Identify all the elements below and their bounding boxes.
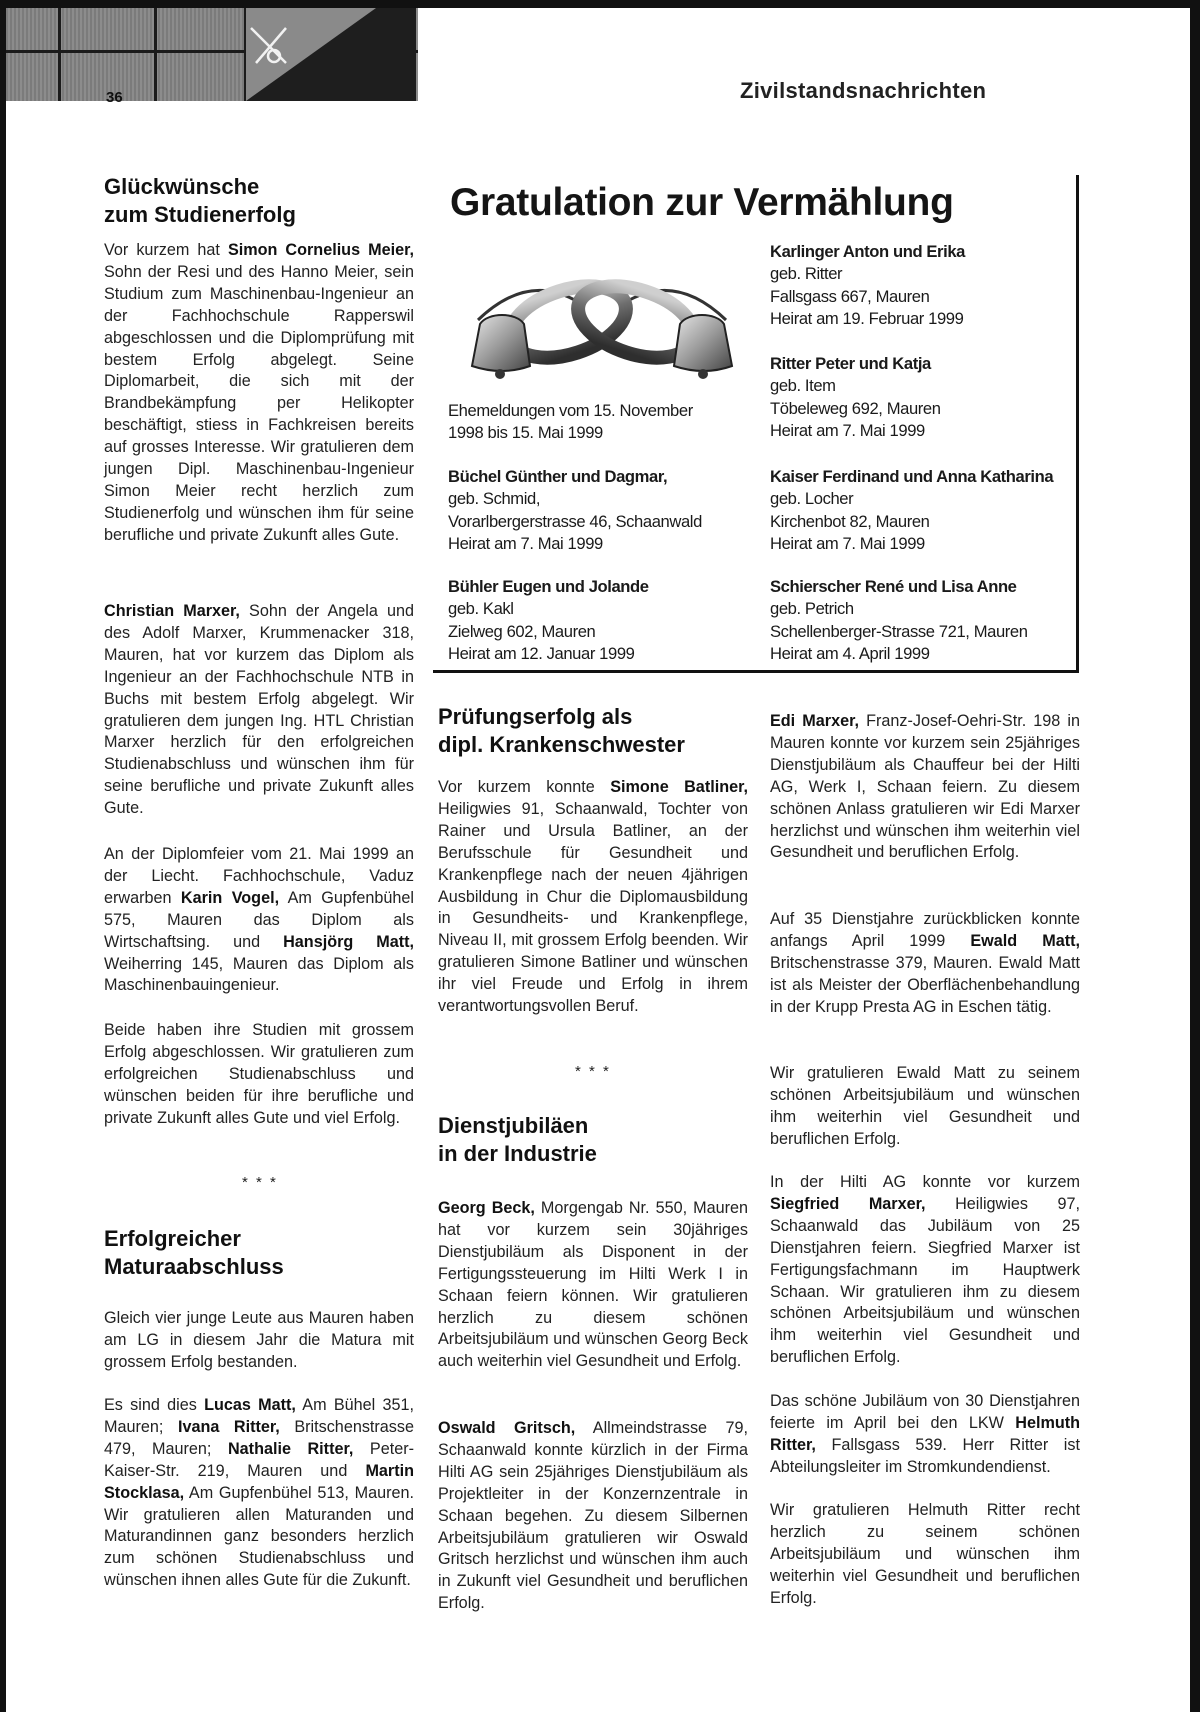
paragraph-helmuth-ritter [770,1391,1080,1479]
scan-edge-left [0,0,6,1712]
paragraph-matura-intro: Gleich vier junge Leute aus Mauren haben am LG in diesem Jahr die Matura mit grossem Erfolg bestanden. [104,1309,414,1371]
heading-studienerfolg: Glückwünsche zum Studienerfolg [104,174,296,227]
wedding-entry-buehler: Bühler Eugen und Jolande geb. Kakl Zielweg 602, Mauren Heirat am 12. Januar 1999 [448,577,649,663]
text-segment: Peter-Kaiser-Str. 219, Mauren und [104,1439,414,1480]
paragraph-edi-marxer [770,711,1080,864]
text-segment: Sohn der Resi und des Hanno Meier, sein Studium zum Maschinenbau-Ingenieur an der Fachhochschule Rapperswil abgeschlossen und die Diplomprüfung mit bestem Erfolg abgelegt. Seine Diplomarbeit, die sich mit der Brandbekämpfung per Helikopter beschäftigt, stiess in Fachkreisen bereits auf grosses Interesse. Wir gratulieren dem jungen Dipl. Maschinenbau-Ingenieur Simon Meier recht herzlich zum Studienerfolg und wünschen ihm für seine berufliche und private Zukunft alles Gute. [104,262,414,544]
text-segment: Heiligwies 97, Schaanwald das Jubiläum von 25 Dienstjahren feiern. Siegfried Marxer ist Fertigungsfachmann im Hauptwerk Schaan. Wir gratulieren ihm zu diesem schönen Arbeitsjubiläum und wünschen ihm weiterhin viel Gesundheit und beruflichen Erfolg. [770,1194,1080,1367]
paragraph-christian-marxer [104,601,414,820]
heading-krankenschwester: Prüfungserfolg als dipl. Krankenschwester [438,704,685,757]
scan-edge-right [1190,0,1200,1712]
person-name: Helmuth Ritter, [770,1413,1080,1454]
paragraph-simone-batliner [438,777,748,1018]
text-segment: Am Gupfenbühel 513, Mauren. Wir gratulieren allen Maturanden und Maturandinnen ganz besonders herzlich zum schönen Studienabschluss und wünschen ihnen alles Gute für die Zukunft. [104,1483,414,1590]
text-segment: In der Hilti AG konnte vor kurzem [770,1173,1080,1191]
paragraph-ewald-matt [770,909,1080,1019]
text-segment: Britschenstrasse 479, Mauren; [104,1417,414,1458]
person-name: Edi Marxer, [770,712,859,730]
wedding-entry-schierscher: Schierscher René und Lisa Anne geb. Petrich Schellenberger-Strasse 721, Mauren Heirat am 4. April 1999 [770,577,1028,663]
text-segment: Vor kurzem hat [104,241,228,259]
person-name: Simone Batliner, [610,778,748,796]
person-name: Oswald Gritsch, [438,1419,576,1437]
text-segment: Heiligwies 91, Schaanwald, Tochter von Rainer und Ursula Batliner, an der Berufsschule für Gesundheit und Krankenpflege nach der neuen 4jährigen Ausbildung in Chur die Diplomausbildung in Gesundheits- und Krankenpflege, Niveau II, mit grossem Erfolg beenden. Wir gratulieren Simone Batliner und wünschen ihr viel Freude und Erfolg in ihrem verantwortungsvollen Beruf. [438,799,748,1016]
text-segment: Fallsgass 539. Herr Ritter ist Abteilungsleiter im Stromkundendienst. [770,1435,1080,1476]
text-segment: Sohn der Angela und des Adolf Marxer, Krummenacker 318, Mauren, hat vor kurzem das Diplom als Ingenieur an der Fachhochschule NTB in Buchs mit bestem Erfolg abgelegt. Wir gratulieren dem jungen Ing. HTL Christian Marxer herzlich für den erfolgreichen Studienabschluss und wünschen ihm für seine berufliche und private Zukunft alles Gute. [104,602,414,818]
header-band [6,8,418,106]
person-name: Georg Beck, [438,1199,535,1217]
person-name: Lucas Matt, [204,1396,296,1414]
paragraph-siegfried-marxer [770,1172,1080,1369]
scan-edge-top [0,0,1200,8]
paragraph-simon-meier [104,240,414,547]
paragraph-maturanden [104,1395,414,1592]
text-segment: Weiherring 145, Mauren das Diplom als Maschinenbauingenieur. [104,954,414,995]
text-segment: Am Gupfenbühel 575, Mauren das Diplom als Wirtschaftsing. und [104,888,415,951]
section-title: Zivilstandsnachrichten [740,78,987,103]
paragraph-georg-beck [438,1198,748,1373]
person-name: Ewald Matt, [970,931,1080,950]
text-segment: Das schöne Jubiläum von 30 Dienstjahren feierte im April bei den LKW [770,1392,1080,1432]
text-segment: Morgengab Nr. 550, Mauren hat vor kurzem sein 30jähriges Dienstjubiläum als Disponent in der Fertigungssteuerung im Hilti Werk I in Schaan feiern können. Wir gratulieren herzlich zu diesem schönen Arbeitsjubiläum und wünschen Georg Beck auch weiterhin viel Gesundheit und Erfolg. [438,1199,748,1371]
text-segment: Britschenstrasse 379, Mauren. Ewald Matt ist als Meister der Oberflächenbehandlung in der Krupp Presta AG in Eschen tätig. [770,953,1080,1016]
person-name: Hansjörg Matt, [283,932,415,951]
person-name: Ivana Ritter, [177,1417,280,1436]
wedding-intro: Ehemeldungen vom 15. November 1998 bis 15. Mai 1999 [448,401,693,443]
wedding-entry-kaiser: Kaiser Ferdinand und Anna Katharina geb. Locher Kirchenbot 82, Mauren Heirat am 7. Mai 1999 [770,467,1054,553]
paragraph-gratulation-ewald: Wir gratulieren Ewald Matt zu seinem schönen Arbeitsjubiläum und wünschen ihm weiterhin viel Gesundheit und beruflichen Erfolg. [770,1064,1080,1148]
text-segment: An der Diplomfeier vom 21. Mai 1999 an der Liecht. Fachhochschule, Vaduz erwarben [104,845,414,907]
paragraph-oswald-gritsch [438,1418,748,1615]
separator-stars-2: * * * [575,1063,611,1080]
person-name: Nathalie Ritter, [227,1439,354,1458]
paragraph-gratulation-helmuth: Wir gratulieren Helmuth Ritter recht herzlich zu seinem schönen Arbeitsjubiläum und wünschen ihm weiterhin viel Gesundheit und beruflichen Erfolg. [770,1501,1080,1607]
text-segment: Auf 35 Dienstjahre zurückblicken konnte anfangs April 1999 [770,910,1080,950]
scissors-icon [246,8,416,101]
text-segment: Allmeindstrasse 79, Schaanwald konnte kürzlich in der Firma Hilti AG sein 25jähriges Dienstjubiläum als Projektleiter in der Konzernzentrale in Schaan begehen. Zu diesem Silbernen Arbeitsjubiläum gratulieren wir Oswald Gritsch herzlichst und wünschen ihm auch in Zukunft viel Gesundheit und beruflichen Erfolg. [438,1419,749,1613]
separator-stars: * * * [242,1174,278,1191]
wedding-title: Gratulation zur Vermählung [450,181,954,224]
text-segment: Franz-Josef-Oehri-Str. 198 in Mauren konnte vor kurzem sein 25jähriges Dienstjubiläum als Chauffeur bei der Hilti AG, Werk I, Schaan feiern. Zu diesem schönen Anlass gratulieren wir Edi Marxer herzlichst und wünschen ihm weiterhin viel Gesundheit und beruflichen Erfolg. [770,712,1081,862]
text-segment: Am Bühel 351, Mauren; [104,1396,414,1436]
wedding-entry-buechel: Büchel Günther und Dagmar, geb. Schmid, Vorarlbergerstrasse 46, Schaanwald Heirat am 7. Mai 1999 [448,467,702,553]
text-segment: Es sind dies [104,1396,205,1414]
wedding-rings-bells-icon [458,262,746,392]
person-name: Christian Marxer, [104,602,240,620]
person-name: Karin Vogel, [180,888,280,907]
text-segment: Vor kurzem konnte [438,778,611,796]
wedding-entry-karlinger: Karlinger Anton und Erika geb. Ritter Fallsgass 667, Mauren Heirat am 19. Februar 1999 [770,242,965,328]
heading-dienstjubilaeen: Dienstjubiläen in der Industrie [438,1113,597,1166]
page-number: 36 [106,89,123,106]
wedding-entry-ritter: Ritter Peter und Katja geb. Item Töbeleweg 692, Mauren Heirat am 7. Mai 1999 [770,354,941,440]
person-name: Martin Stocklasa, [104,1461,414,1502]
person-name: Simon Cornelius Meier, [227,241,414,259]
paragraph-diplomfeier [104,844,414,997]
person-name: Siegfried Marxer, [770,1194,926,1213]
paragraph-beide: Beide haben ihre Studien mit grossem Erfolg abgeschlossen. Wir gratulieren zum erfolgreichen Studienabschluss und wünschen beiden für ihre berufliche und private Zukunft alles Gute und viel Erfolg. [104,1021,414,1127]
heading-maturaabschluss: Erfolgreicher Maturaabschluss [104,1226,284,1279]
